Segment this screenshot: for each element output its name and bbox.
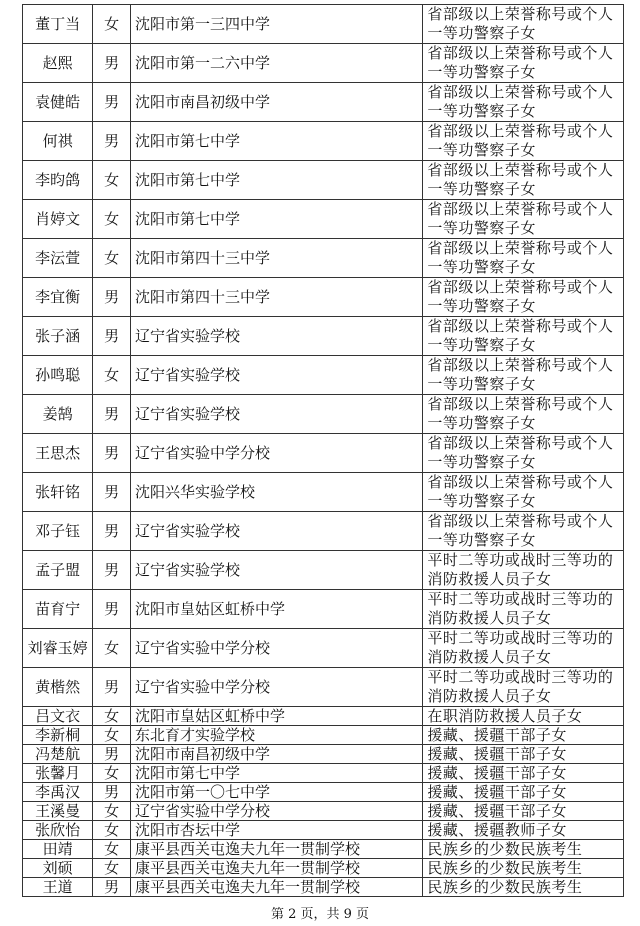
student-gender: 男 xyxy=(93,878,131,897)
student-gender: 男 xyxy=(93,395,131,434)
student-gender: 女 xyxy=(93,821,131,840)
table-row xyxy=(23,122,624,161)
table-row xyxy=(23,512,624,551)
student-school: 沈阳市第四十三中学 xyxy=(130,239,422,278)
student-school: 沈阳市第七中学 xyxy=(130,161,422,200)
student-school: 辽宁省实验学校 xyxy=(130,317,422,356)
student-school: 沈阳市皇姑区虹桥中学 xyxy=(130,590,422,629)
student-name: 李宜衡 xyxy=(23,278,93,317)
student-gender: 女 xyxy=(93,764,131,783)
student-category: 省部级以上荣誉称号或个人一等功警察子女 xyxy=(423,473,624,512)
roster-table xyxy=(22,4,624,897)
student-name: 王思杰 xyxy=(23,434,93,473)
student-school: 沈阳兴华实验学校 xyxy=(130,473,422,512)
student-name: 黄楷然 xyxy=(23,668,93,707)
student-name: 王溪曼 xyxy=(23,802,93,821)
student-name: 张子涵 xyxy=(23,317,93,356)
table-row xyxy=(23,395,624,434)
student-name: 张馨月 xyxy=(23,764,93,783)
student-gender: 男 xyxy=(93,83,131,122)
student-category: 省部级以上荣誉称号或个人一等功警察子女 xyxy=(423,161,624,200)
student-category: 省部级以上荣誉称号或个人一等功警察子女 xyxy=(423,512,624,551)
table-row xyxy=(23,783,624,802)
student-school: 辽宁省实验学校 xyxy=(130,395,422,434)
student-gender: 男 xyxy=(93,317,131,356)
student-gender: 男 xyxy=(93,668,131,707)
student-gender: 女 xyxy=(93,239,131,278)
student-gender: 男 xyxy=(93,745,131,764)
student-category: 省部级以上荣誉称号或个人一等功警察子女 xyxy=(423,122,624,161)
table-row xyxy=(23,278,624,317)
table-row xyxy=(23,707,624,726)
student-name: 何祺 xyxy=(23,122,93,161)
student-category: 援藏、援疆干部子女 xyxy=(423,802,624,821)
student-name: 袁健皓 xyxy=(23,83,93,122)
student-category: 省部级以上荣誉称号或个人一等功警察子女 xyxy=(423,5,624,44)
table-row xyxy=(23,629,624,668)
student-category: 省部级以上荣誉称号或个人一等功警察子女 xyxy=(423,434,624,473)
student-gender: 男 xyxy=(93,122,131,161)
table-row xyxy=(23,5,624,44)
student-gender: 男 xyxy=(93,434,131,473)
student-school: 康平县西关屯逸夫九年一贯制学校 xyxy=(130,840,422,859)
student-school: 辽宁省实验中学分校 xyxy=(130,802,422,821)
student-school: 东北育才实验学校 xyxy=(130,726,422,745)
student-school: 沈阳市南昌初级中学 xyxy=(130,83,422,122)
student-school: 辽宁省实验中学分校 xyxy=(130,629,422,668)
table-row xyxy=(23,200,624,239)
student-category: 省部级以上荣誉称号或个人一等功警察子女 xyxy=(423,317,624,356)
student-name: 吕文衣 xyxy=(23,707,93,726)
student-school: 康平县西关屯逸夫九年一贯制学校 xyxy=(130,878,422,897)
student-gender: 男 xyxy=(93,44,131,83)
student-school: 沈阳市第四十三中学 xyxy=(130,278,422,317)
table-row xyxy=(23,668,624,707)
student-name: 肖婷文 xyxy=(23,200,93,239)
student-gender: 女 xyxy=(93,726,131,745)
student-gender: 男 xyxy=(93,783,131,802)
page-footer: 第 2 页，共 9 页 xyxy=(270,907,370,922)
student-school: 康平县西关屯逸夫九年一贯制学校 xyxy=(130,859,422,878)
student-gender: 女 xyxy=(93,356,131,395)
table-row xyxy=(23,317,624,356)
student-name: 田靖 xyxy=(23,840,93,859)
table-row xyxy=(23,161,624,200)
student-name: 孙鸣聪 xyxy=(23,356,93,395)
table-row xyxy=(23,473,624,512)
student-category: 省部级以上荣誉称号或个人一等功警察子女 xyxy=(423,44,624,83)
student-gender: 女 xyxy=(93,840,131,859)
student-category: 民族乡的少数民族考生 xyxy=(423,859,624,878)
student-gender: 女 xyxy=(93,859,131,878)
roster-body xyxy=(23,5,624,897)
student-school: 辽宁省实验中学分校 xyxy=(130,434,422,473)
student-name: 李禹汉 xyxy=(23,783,93,802)
student-school: 沈阳市第七中学 xyxy=(130,764,422,783)
student-category: 民族乡的少数民族考生 xyxy=(423,840,624,859)
student-category: 省部级以上荣誉称号或个人一等功警察子女 xyxy=(423,200,624,239)
student-gender: 男 xyxy=(93,512,131,551)
student-school: 沈阳市第一三四中学 xyxy=(130,5,422,44)
table-row xyxy=(23,551,624,590)
student-category: 平时二等功或战时三等功的消防救援人员子女 xyxy=(423,551,624,590)
table-row xyxy=(23,764,624,783)
table-row xyxy=(23,878,624,897)
table-row xyxy=(23,590,624,629)
student-gender: 女 xyxy=(93,629,131,668)
student-school: 沈阳市南昌初级中学 xyxy=(130,745,422,764)
student-school: 辽宁省实验中学分校 xyxy=(130,668,422,707)
student-category: 援藏、援疆教师子女 xyxy=(423,821,624,840)
table-row xyxy=(23,802,624,821)
student-school: 沈阳市皇姑区虹桥中学 xyxy=(130,707,422,726)
student-category: 民族乡的少数民族考生 xyxy=(423,878,624,897)
table-row xyxy=(23,859,624,878)
student-category: 平时二等功或战时三等功的消防救援人员子女 xyxy=(423,629,624,668)
table-row xyxy=(23,356,624,395)
student-name: 李新桐 xyxy=(23,726,93,745)
student-name: 董丁当 xyxy=(23,5,93,44)
table-row xyxy=(23,434,624,473)
student-gender: 女 xyxy=(93,802,131,821)
student-category: 省部级以上荣誉称号或个人一等功警察子女 xyxy=(423,278,624,317)
student-category: 省部级以上荣誉称号或个人一等功警察子女 xyxy=(423,239,624,278)
student-category: 省部级以上荣誉称号或个人一等功警察子女 xyxy=(423,83,624,122)
student-name: 李昀鸽 xyxy=(23,161,93,200)
student-school: 沈阳市第七中学 xyxy=(130,122,422,161)
student-category: 在职消防救援人员子女 xyxy=(423,707,624,726)
student-gender: 女 xyxy=(93,5,131,44)
table-row xyxy=(23,821,624,840)
student-school: 沈阳市第一二六中学 xyxy=(130,44,422,83)
student-gender: 女 xyxy=(93,200,131,239)
student-school: 辽宁省实验学校 xyxy=(130,356,422,395)
table-row xyxy=(23,83,624,122)
student-category: 援藏、援疆干部子女 xyxy=(423,726,624,745)
table-row xyxy=(23,726,624,745)
student-category: 援藏、援疆干部子女 xyxy=(423,783,624,802)
student-name: 张欣怡 xyxy=(23,821,93,840)
student-category: 省部级以上荣誉称号或个人一等功警察子女 xyxy=(423,356,624,395)
student-name: 姜鹄 xyxy=(23,395,93,434)
student-category: 援藏、援疆干部子女 xyxy=(423,745,624,764)
student-name: 王道 xyxy=(23,878,93,897)
student-school: 沈阳市杏坛中学 xyxy=(130,821,422,840)
student-category: 平时二等功或战时三等功的消防救援人员子女 xyxy=(423,668,624,707)
student-gender: 男 xyxy=(93,473,131,512)
student-category: 省部级以上荣誉称号或个人一等功警察子女 xyxy=(423,395,624,434)
student-name: 苗育宁 xyxy=(23,590,93,629)
student-school: 辽宁省实验学校 xyxy=(130,551,422,590)
student-name: 刘硕 xyxy=(23,859,93,878)
student-school: 沈阳市第一〇七中学 xyxy=(130,783,422,802)
student-gender: 女 xyxy=(93,161,131,200)
student-name: 刘睿玉婷 xyxy=(23,629,93,668)
student-category: 援藏、援疆干部子女 xyxy=(423,764,624,783)
student-name: 邓子钰 xyxy=(23,512,93,551)
student-name: 张轩铭 xyxy=(23,473,93,512)
student-school: 辽宁省实验学校 xyxy=(130,512,422,551)
student-gender: 女 xyxy=(93,707,131,726)
table-row xyxy=(23,745,624,764)
student-gender: 男 xyxy=(93,551,131,590)
student-name: 赵熙 xyxy=(23,44,93,83)
student-school: 沈阳市第七中学 xyxy=(130,200,422,239)
student-name: 孟子盟 xyxy=(23,551,93,590)
table-row xyxy=(23,840,624,859)
student-gender: 男 xyxy=(93,278,131,317)
table-row xyxy=(23,44,624,83)
student-name: 冯楚航 xyxy=(23,745,93,764)
student-category: 平时二等功或战时三等功的消防救援人员子女 xyxy=(423,590,624,629)
student-gender: 男 xyxy=(93,590,131,629)
table-row xyxy=(23,239,624,278)
student-name: 李沄萱 xyxy=(23,239,93,278)
